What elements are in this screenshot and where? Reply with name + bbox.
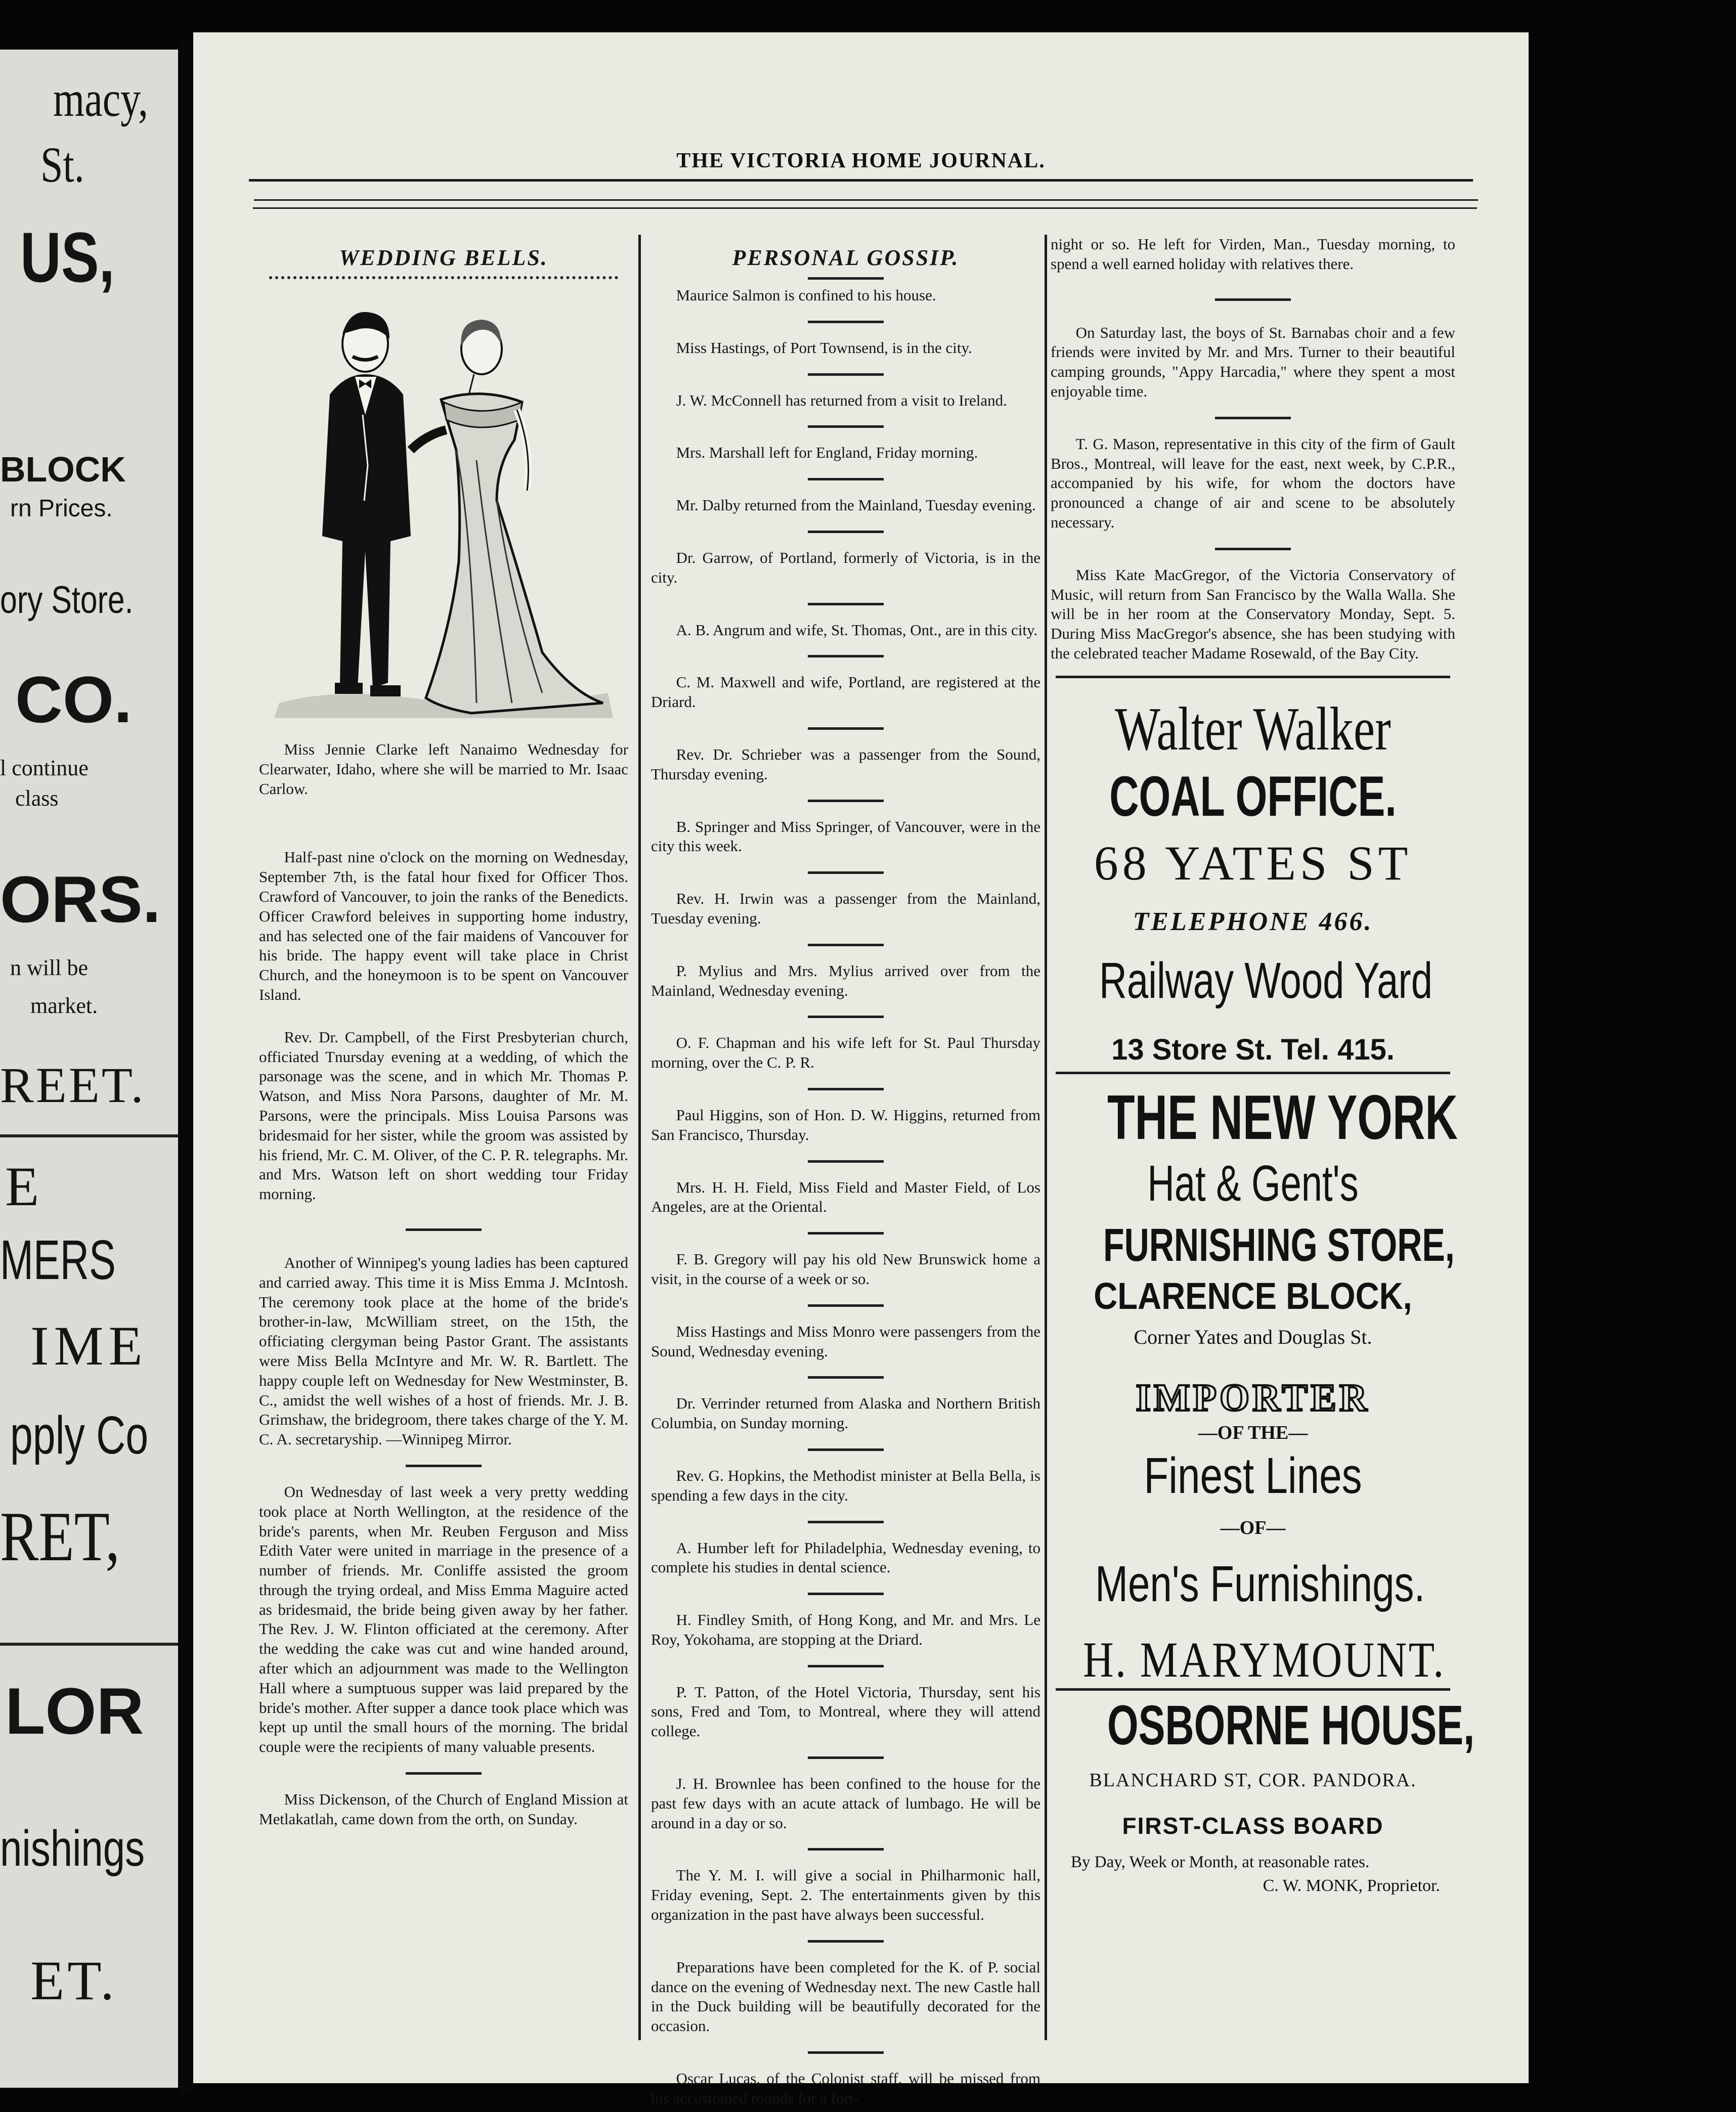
coal-office-heading: COAL OFFICE.	[1109, 764, 1397, 828]
wedding-bells-column	[259, 235, 628, 2065]
item-separator	[808, 1376, 884, 1379]
left-page-line: pply Co	[10, 1405, 149, 1465]
of-line: —OF—	[1220, 1517, 1286, 1538]
item-separator	[808, 727, 884, 730]
left-page-line: ory Store.	[0, 579, 134, 622]
hat-gents-line: Hat & Gent's	[1147, 1155, 1359, 1212]
item-separator	[1215, 417, 1291, 419]
gossip-item: B. Springer and Miss Springer, of Vancouver, were in the city this week.	[651, 817, 1040, 855]
importer-heading: IMPORTER	[1136, 1376, 1370, 1419]
rates-line: By Day, Week or Month, at reasonable rates.	[1071, 1853, 1370, 1871]
item-separator	[808, 425, 884, 428]
left-page-line: nishings	[0, 1820, 145, 1877]
gossip-item: H. Findley Smith, of Hong Kong, and Mr. and Mrs. Le Roy, Yokohama, are stopping at the Driard.	[651, 1611, 1040, 1648]
walker-telephone: TELEPHONE 466.	[1133, 907, 1373, 936]
wedding-paragraph: Miss Dickenson, of the Church of England Mission at Metlakatlah, came down from the orth, on Sunday.	[259, 1790, 628, 1828]
ad-rule	[1056, 1688, 1450, 1691]
gossip-item: Miss Kate MacGregor, of the Victoria Conservatory of Music, will return from San Francisco by the Walla Walla. She will be in her room at the Conservatory Monday, Sept. 5. During Miss MacGregor's absence, she has been studying with the celebrated teacher Madame Rosewald, of the Bay City.	[1051, 565, 1455, 662]
gossip-item: Preparations have been completed for the K. of P. social dance on the evening of Wednesday next. The new Castle hall in the Duck building will be beautifully decorated for the occasion.	[651, 1958, 1040, 2035]
item-separator	[808, 603, 884, 605]
left-page-line: IME	[30, 1315, 148, 1377]
left-page-line: rn Prices.	[10, 495, 113, 522]
item-separator	[1215, 548, 1291, 550]
left-page-line: l continue	[0, 756, 89, 780]
left-page-rule	[0, 1134, 178, 1137]
item-separator	[808, 655, 884, 657]
gossip-item: Miss Hastings, of Port Townsend, is in the city.	[676, 338, 972, 357]
left-page-line: class	[15, 786, 59, 811]
gossip-item: Mrs. H. H. Field, Miss Field and Master Field, of Los Angeles, are at the Oriental.	[651, 1178, 1040, 1216]
clarence-block-line: CLARENCE BLOCK,	[1094, 1274, 1412, 1317]
item-separator	[808, 1160, 884, 1163]
gossip-item: Mr. Dalby returned from the Mainland, Tuesday evening.	[676, 496, 1036, 514]
item-separator	[808, 2051, 884, 2054]
gossip-item: A. Humber left for Philadelphia, Wednesday evening, to complete his studies in dental science.	[651, 1538, 1040, 1576]
left-page-line: LOR	[5, 1674, 144, 1748]
left-page-fragment	[0, 50, 178, 2088]
wedding-paragraph: Rev. Dr. Campbell, of the First Presbyterian church, officiated Tnursday evening at a wedding, of which the parsonage was the scene, and in which Mr. Thomas P. Watson, and Miss Nora Parsons, daughter of Mr. M. Parsons, were the principals. Miss Louisa Parsons was bridesmaid for her sister, while the groom was assisted by his friend, Mr. C. M. Oliver, of the C. P. R. telegraphs. Mr. and Mrs. Watson left on short wedding tour Friday morning.	[259, 1028, 628, 1203]
header-rule	[249, 179, 1473, 182]
gossip-item: J. W. McConnell has returned from a visit to Ireland.	[676, 391, 1007, 409]
left-page-line: n will be	[10, 955, 88, 980]
gossip-item: On Saturday last, the boys of St. Barnabas choir and a few friends were invited by Mr. and Mrs. Turner to their beautiful camping grounds, "Appy Harcadia," where they spent a most enjoyable time.	[1051, 323, 1455, 400]
wedding-paragraph: Another of Winnipeg's young ladies has been captured and carried away. This time it is Miss Emma J. McIntosh. The ceremony took place at the home of the bride's brother-in-law, McWilliam street, on the 15th, the officiating clergyman being Pastor Grant. The assistants were Miss Bella McIntyre and Mr. W. R. Bartlett. The happy couple left on Wednesday for New Westminster, B. C., amidst the well wishes of a host of friends. Mr. J. B. Grimshaw, the bridegroom, there takes charge of the Y. M. C. A. secretaryship. —Winnipeg Mirror.	[259, 1253, 628, 1448]
walter-walker-ad-name: Walter Walker	[1115, 694, 1391, 763]
header-rule	[254, 199, 1478, 201]
gossip-item: Rev. H. Irwin was a passenger from the Mainland, Tuesday evening.	[651, 890, 1040, 927]
item-separator	[808, 478, 884, 480]
left-page-line: CO.	[15, 663, 133, 736]
item-separator	[808, 1848, 884, 1851]
railway-wood-yard-heading: Railway Wood Yard	[1099, 952, 1433, 1009]
gossip-item: Dr. Verrinder returned from Alaska and Northern British Columbia, on Sunday morning.	[651, 1394, 1040, 1432]
gossip-item: Oscar Lucas, of the Colonist staff, will be missed from his accustomed rounds for a fort-	[651, 2070, 1040, 2107]
item-separator	[808, 373, 884, 376]
ads-column	[1051, 235, 1475, 2065]
wedding-paragraph: Half-past nine o'clock on the morning on Wednesday, September 7th, is the fatal hour fixed for Officer Thos. Crawford of Vancouver, to join the ranks of the Benedicts. Officer Crawford beleives in supporting home industry, and has selected one of the fair maidens of Vancouver for his bride. The happy event will take place in Christ Church, and the honeymoon is to be spent on Vancouver Island.	[259, 848, 628, 1003]
finest-lines-heading: Finest Lines	[1144, 1447, 1362, 1504]
item-separator	[808, 321, 884, 323]
left-page-line: ET.	[30, 1950, 117, 2011]
first-class-board-line: FIRST-CLASS BOARD	[1122, 1812, 1384, 1839]
corner-address: Corner Yates and Douglas St.	[1134, 1325, 1372, 1348]
railway-address: 13 Store St. Tel. 415.	[1111, 1033, 1395, 1066]
article-separator	[406, 1465, 482, 1467]
item-separator	[808, 1088, 884, 1090]
column-divider	[1045, 235, 1047, 2040]
item-separator	[808, 1304, 884, 1307]
left-page-line: macy,	[53, 71, 149, 127]
ad-rule	[1056, 676, 1450, 678]
left-page-line: ORS.	[0, 862, 161, 936]
item-separator	[808, 1756, 884, 1759]
header-rule	[253, 207, 1477, 209]
item-separator	[808, 944, 884, 946]
gossip-item: Miss Hastings and Miss Monro were passengers from the Sound, Wednesday evening.	[651, 1322, 1040, 1360]
furnishing-store-line: FURNISHING STORE,	[1103, 1219, 1455, 1271]
item-separator	[808, 800, 884, 802]
item-separator	[808, 1521, 884, 1523]
gossip-item: J. H. Brownlee has been confined to the house for the past few days with an acute attack of lumbago. He will be around in a day or so.	[651, 1775, 1040, 1832]
item-separator	[808, 531, 884, 533]
left-page-line: MERS	[0, 1229, 116, 1291]
item-separator	[808, 1593, 884, 1595]
gossip-item: T. G. Mason, representative in this city of the firm of Gault Bros., Montreal, will leave for the east, next week, by C.P.R., accompanied by his wife, for whom the doctors have pronounced a change of air and scene to be absolutely necessary.	[1051, 434, 1455, 531]
article-separator	[406, 1228, 482, 1231]
new-york-store-heading: THE NEW YORK	[1107, 1082, 1458, 1153]
item-separator	[808, 1448, 884, 1451]
gossip-item: The Y. M. I. will give a social in Philharmonic hall, Friday evening, Sept. 2. The entertainments given by this organization in the past have always been successful.	[651, 1866, 1040, 1924]
personal-gossip-column	[651, 235, 1040, 2107]
osborne-house-heading: OSBORNE HOUSE,	[1107, 1694, 1475, 1756]
wedding-couple-illustration	[259, 298, 628, 728]
gossip-item: P. T. Patton, of the Hotel Victoria, Thursday, sent his sons, Fred and Tom, to Montreal, where they will attend college.	[651, 1683, 1040, 1740]
gossip-item: A. B. Angrum and wife, St. Thomas, Ont., are in this city.	[676, 621, 1038, 639]
item-separator	[808, 277, 884, 280]
walker-address: 68 YATES ST	[1094, 835, 1412, 890]
left-page-line: E	[5, 1156, 39, 1217]
item-separator	[1215, 298, 1291, 301]
of-the-line: —OF THE—	[1198, 1422, 1308, 1443]
decorative-wavy-rule	[269, 276, 618, 289]
wedding-paragraph: On Wednesday of last week a very pretty wedding took place at North Wellington, at the residence of the bride's parents, when Mr. Reuben Ferguson and Miss Edith Vater were united in marriage in the presence of a number of friends. Mr. Conliffe assisted the groom through the trying ordeal, and Miss Emma Maguire acted as bridesmaid, the bride being given away by her father. The Rev. J. W. Flinton officiated at the ceremony. After the wedding the cake was cut and wine handed around, after which an adjournment was made to the Wellington Hall where a sumptuous supper was laid prepared by the bride's mother. After supper a dance took place which was kept up until the small hours of the morning. The bridal couple were the recipients of many valuable presents.	[259, 1482, 628, 1756]
left-page-line: REET.	[0, 1057, 146, 1113]
marymount-name: H. MARYMOUNT.	[1083, 1631, 1446, 1688]
left-page-line: St.	[40, 137, 84, 193]
gossip-item: F. B. Gregory will pay his old New Brunswick home a visit, in the course of a week or so.	[651, 1250, 1040, 1288]
column-divider	[638, 235, 641, 2040]
article-separator	[406, 1772, 482, 1775]
article-separator	[406, 823, 482, 825]
personal-gossip-heading: PERSONAL GOSSIP.	[732, 245, 960, 270]
wedding-paragraph: Miss Jennie Clarke left Nanaimo Wednesday for Clearwater, Idaho, where she will be married to Mr. Isaac Carlow.	[259, 740, 628, 798]
left-page-line: US,	[20, 217, 115, 297]
gossip-item: Rev. Dr. Schrieber was a passenger from the Sound, Thursday evening.	[651, 745, 1040, 783]
item-separator	[808, 1232, 884, 1235]
gossip-item: C. M. Maxwell and wife, Portland, are registered at the Driard.	[651, 673, 1040, 711]
item-separator	[808, 871, 884, 874]
left-page-line: RET,	[0, 1498, 120, 1576]
gossip-item: Dr. Garrow, of Portland, formerly of Victoria, is in the city.	[651, 548, 1040, 586]
left-page-line: market.	[30, 993, 98, 1018]
article-separator	[406, 1015, 482, 1018]
page-gutter	[178, 40, 193, 2094]
wedding-bells-heading: WEDDING BELLS.	[339, 245, 548, 270]
osborne-address: BLANCHARD ST, COR. PANDORA.	[1089, 1769, 1417, 1791]
proprietor-line: C. W. MONK, Proprietor.	[1263, 1876, 1440, 1895]
gossip-item: Rev. G. Hopkins, the Methodist minister at Bella Bella, is spending a few days in the city.	[651, 1466, 1040, 1504]
ad-rule	[1056, 1072, 1450, 1074]
item-separator	[808, 1016, 884, 1018]
gossip-item: Maurice Salmon is confined to his house.	[676, 286, 936, 304]
item-separator	[808, 1665, 884, 1667]
left-page-line: BLOCK	[0, 450, 126, 489]
gossip-item: night or so. He left for Virden, Man., Tuesday morning, to spend a well earned holiday with relatives there.	[1051, 235, 1455, 273]
gossip-item: Paul Higgins, son of Hon. D. W. Higgins, returned from San Francisco, Thursday.	[651, 1106, 1040, 1143]
gossip-item: Mrs. Marshall left for England, Friday morning.	[676, 444, 978, 462]
gossip-item: P. Mylius and Mrs. Mylius arrived over from the Mainland, Wednesday evening.	[651, 961, 1040, 999]
newspaper-page	[193, 32, 1529, 2107]
gossip-item: O. F. Chapman and his wife left for St. Paul Thursday morning, over the C. P. R.	[651, 1034, 1040, 1072]
mens-furnishings-heading: Men's Furnishings.	[1095, 1555, 1425, 1612]
item-separator	[808, 1940, 884, 1943]
left-page-rule	[0, 1643, 178, 1646]
page-header: THE VICTORIA HOME JOURNAL.	[676, 149, 1046, 172]
